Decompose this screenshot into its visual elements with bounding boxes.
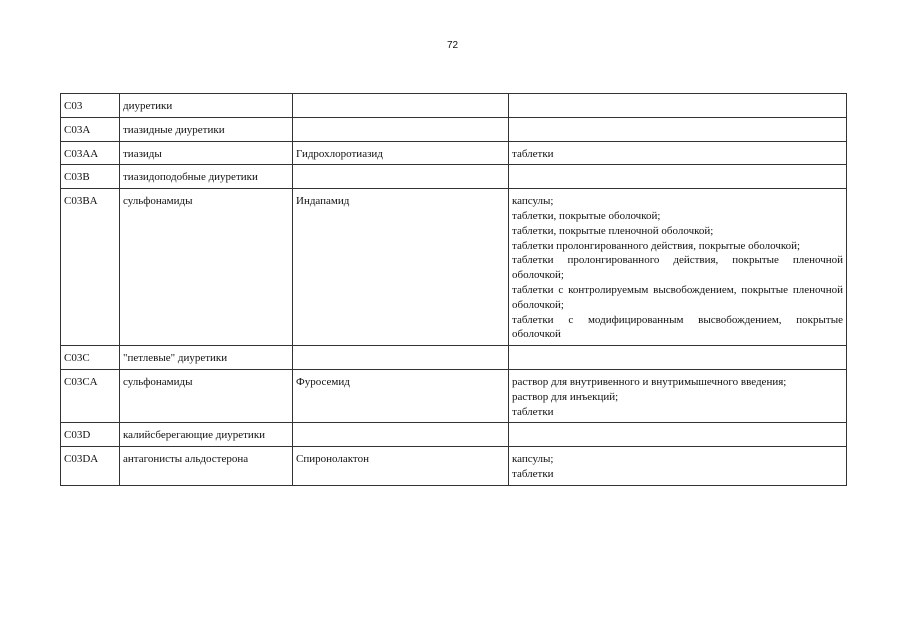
- table-row: [61, 141, 847, 165]
- dosage-forms-cell: [509, 423, 847, 447]
- dosage-form-line: раствор для инъекций;: [512, 390, 619, 403]
- atc-code-cell: C03BA: [61, 189, 120, 346]
- group-name-cell: "петлевые" диуретики: [120, 346, 293, 370]
- group-name-cell: сульфонамиды: [120, 369, 293, 422]
- dosage-form-line: капсулы;: [512, 195, 554, 208]
- dosage-forms-cell: [509, 369, 847, 422]
- drug-name-cell: Индапамид: [293, 189, 509, 346]
- drug-name-cell: [293, 117, 509, 141]
- atc-code-cell: C03C: [61, 346, 120, 370]
- table-row: [61, 369, 847, 422]
- dosage-form-line: таблетки пролонгированного действия, покрытые пленочной оболочкой;: [512, 254, 843, 282]
- atc-code-cell: C03D: [61, 423, 120, 447]
- dosage-form-line: таблетки с модифицированным высвобождением, покрытые оболочкой: [512, 313, 843, 341]
- drug-name-cell: Гидрохлоротиазид: [293, 141, 509, 165]
- drug-name-cell: Спиронолактон: [293, 447, 509, 486]
- dosage-form-line: таблетки пролонгированного действия, покрытые оболочкой;: [512, 239, 801, 252]
- atc-code-cell: C03CA: [61, 369, 120, 422]
- atc-code-cell: C03: [61, 94, 120, 118]
- table-body: [61, 94, 847, 486]
- group-name-cell: тиазидные диуретики: [120, 117, 293, 141]
- dosage-forms-cell: [509, 165, 847, 189]
- dosage-forms-cell: [509, 447, 847, 486]
- dosage-form-line: таблетки: [512, 467, 554, 480]
- dosage-form-line: таблетки с контролируемым высвобождением, покрытые пленочной оболочкой;: [512, 283, 843, 311]
- drug-name-cell: Фуросемид: [293, 369, 509, 422]
- drug-name-cell: [293, 94, 509, 118]
- table-row: [61, 189, 847, 346]
- table-row: [61, 346, 847, 370]
- table-row: [61, 117, 847, 141]
- group-name-cell: сульфонамиды: [120, 189, 293, 346]
- drug-name-cell: [293, 346, 509, 370]
- dosage-form-line: раствор для внутривенного и внутримышечного введения;: [512, 375, 787, 388]
- atc-drug-table: [60, 93, 847, 486]
- dosage-forms-cell: [509, 94, 847, 118]
- dosage-forms-cell: [509, 346, 847, 370]
- drug-name-cell: [293, 423, 509, 447]
- drug-name-cell: [293, 165, 509, 189]
- dosage-form-line: таблетки, покрытые пленочной оболочкой;: [512, 224, 714, 237]
- table-row: [61, 94, 847, 118]
- table-row: [61, 165, 847, 189]
- dosage-form-line: таблетки, покрытые оболочкой;: [512, 209, 661, 222]
- group-name-cell: тиазиды: [120, 141, 293, 165]
- atc-code-cell: C03DA: [61, 447, 120, 486]
- table-row: [61, 423, 847, 447]
- dosage-form-line: таблетки: [512, 147, 554, 160]
- group-name-cell: антагонисты альдостерона: [120, 447, 293, 486]
- atc-code-cell: C03A: [61, 117, 120, 141]
- dosage-forms-cell: [509, 117, 847, 141]
- dosage-forms-cell: [509, 141, 847, 165]
- page-number: 72: [446, 40, 459, 51]
- group-name-cell: диуретики: [120, 94, 293, 118]
- dosage-forms-cell: [509, 189, 847, 346]
- table-row: [61, 447, 847, 486]
- group-name-cell: калийсберегающие диуретики: [120, 423, 293, 447]
- group-name-cell: тиазидоподобные диуретики: [120, 165, 293, 189]
- atc-code-cell: C03B: [61, 165, 120, 189]
- atc-code-cell: C03AA: [61, 141, 120, 165]
- dosage-form-line: таблетки: [512, 405, 554, 418]
- dosage-form-line: капсулы;: [512, 453, 554, 466]
